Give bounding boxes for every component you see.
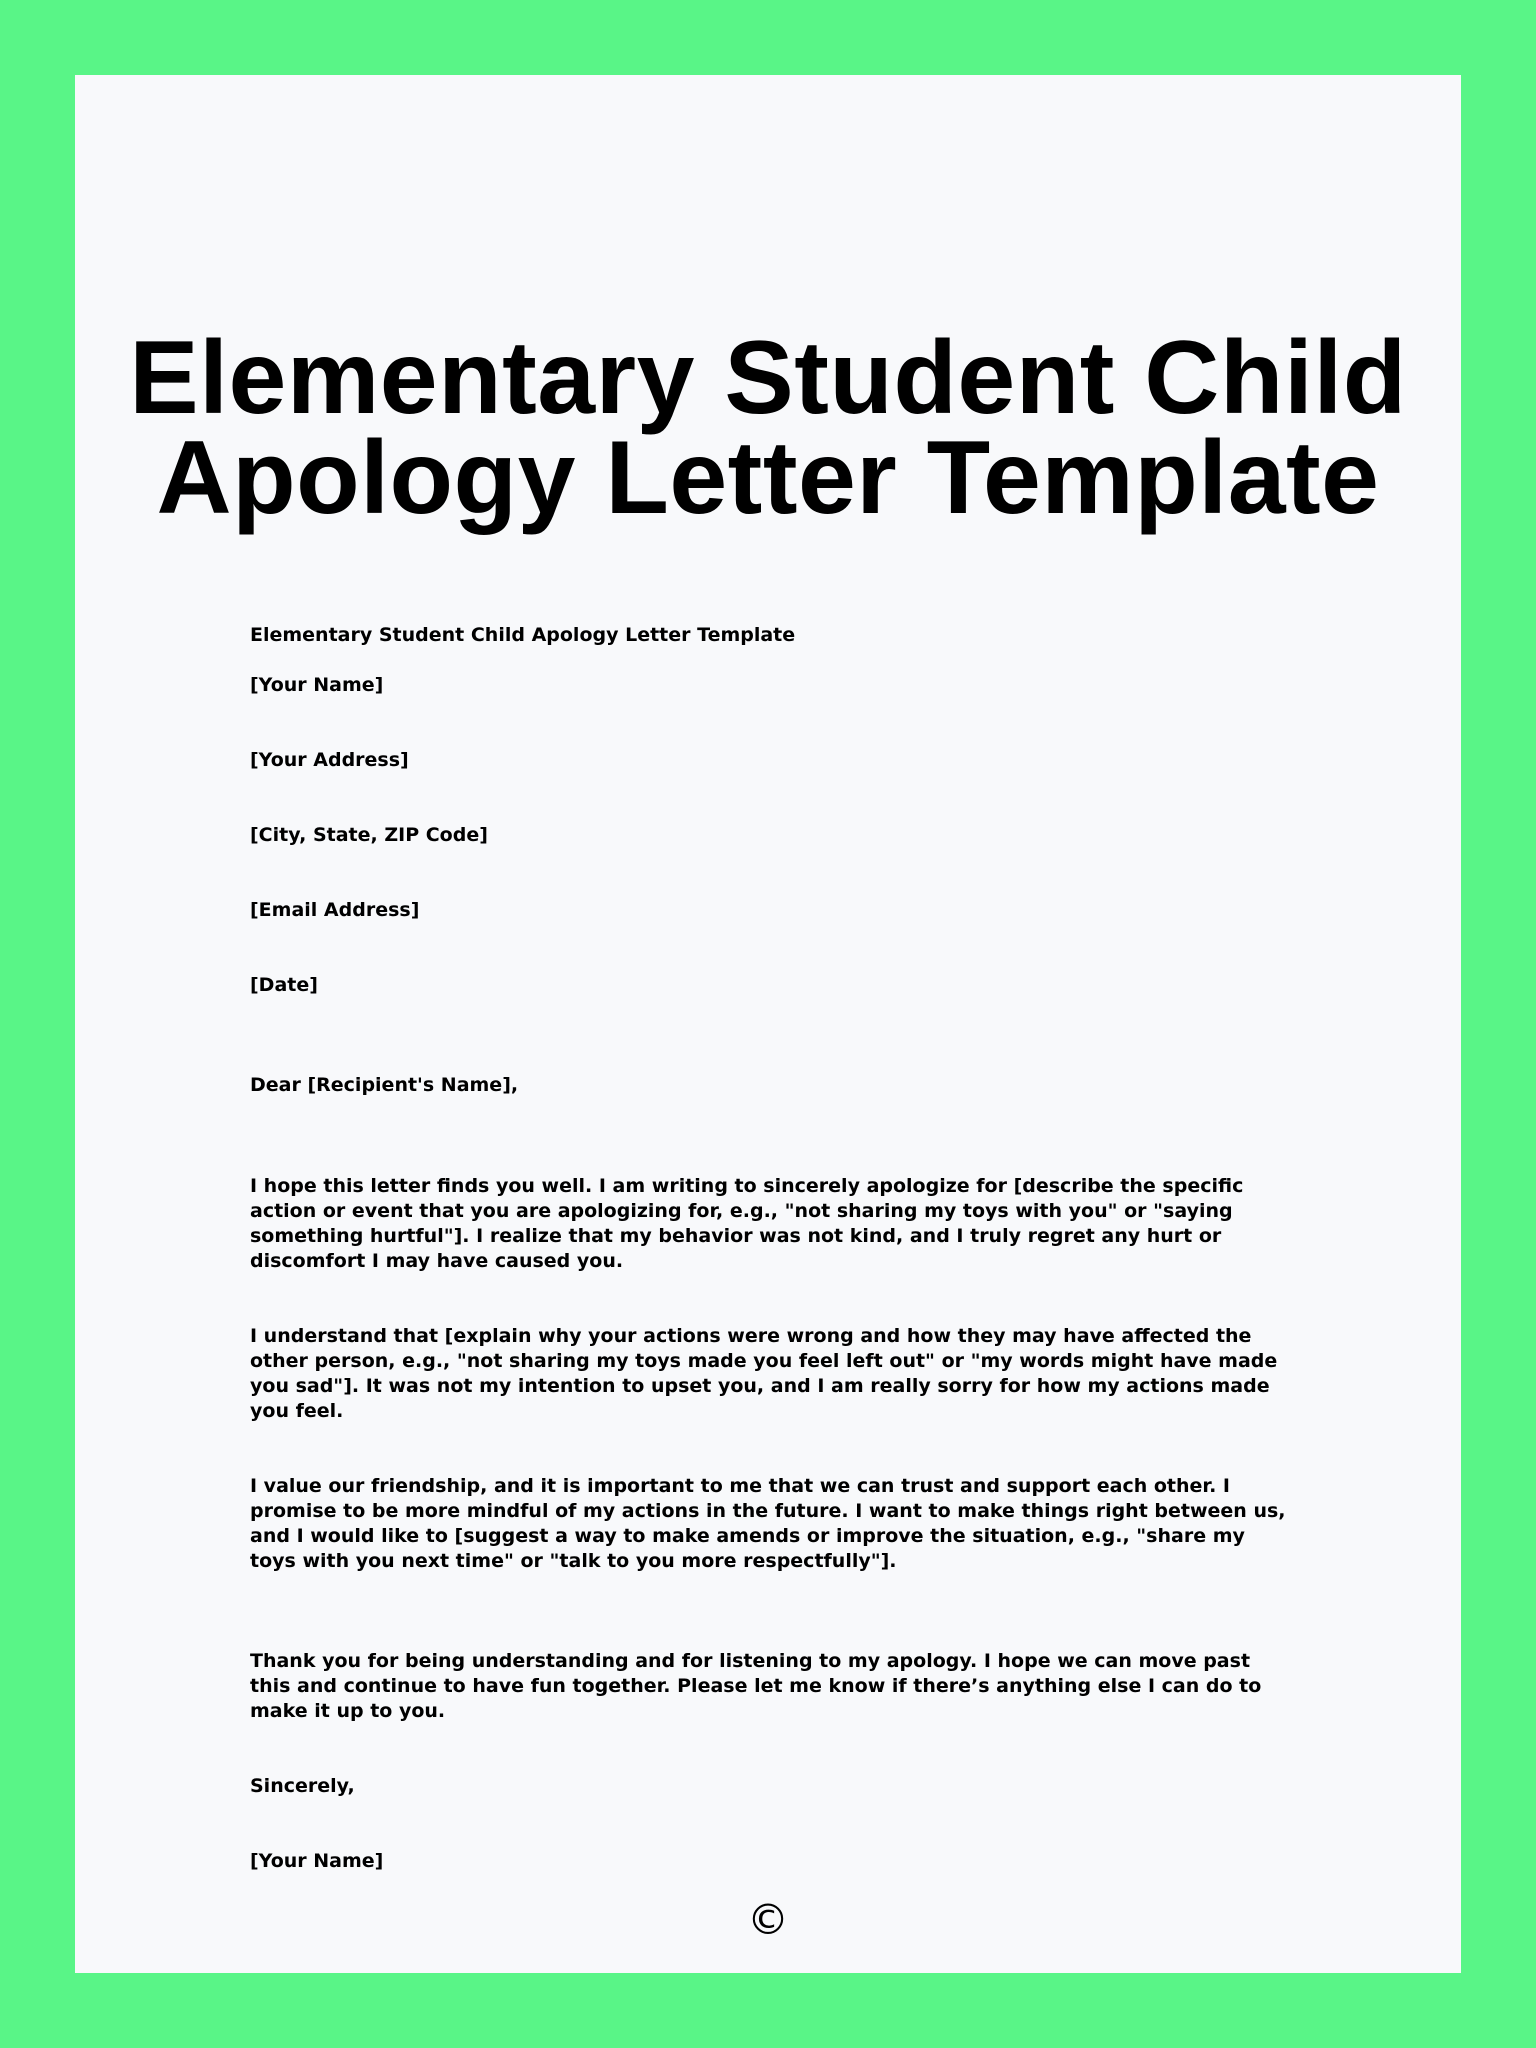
salutation: Dear [Recipient's Name], [250,1074,519,1096]
paragraph-apology: I hope this letter finds you well. I am writing to sincerely apologize for [describe the specific action or event that you are apologizing for, e.g., "not sharing my toys with you" or "saying something hurtful"]. I realize that my behavior was not kind, and I truly regret any hurt or discomfort I may have caused you. [250,1175,1244,1272]
sender-city-state-zip: [City, State, ZIP Code] [250,824,488,846]
page-title-line-1: Elementary Student Child [129,320,1407,436]
signature-name: [Your Name] [250,1850,384,1872]
letter-heading: Elementary Student Child Apology Letter Template [250,624,796,646]
page-title [75,320,1461,536]
paragraph-friendship: I value our friendship, and it is important to me that we can trust and support each other. I promise to be more mindful of my actions in the future. I want to make things right between us, and I would like to [suggest a way to make amends or improve the situation, e.g., "share my toys with you next time" or "talk to you more respectfully"]. [250,1475,1286,1572]
sender-name: [Your Name] [250,674,384,696]
page-title-line-2: Apology Letter Template [156,420,1380,536]
sender-address: [Your Address] [250,749,409,771]
document-page [75,75,1461,1973]
paragraph-understanding: I understand that [explain why your actions were wrong and how they may have affected the other person, e.g., "not sharing my toys made you feel left out" or "my words might have made you sad"]. It was not my intention to upset you, and I am really sorry for how my actions made you feel. [250,1325,1278,1422]
closing: Sincerely, [250,1775,355,1797]
paragraph-thanks: Thank you for being understanding and for listening to my apology. I hope we can move past this and continue to have fun together. Please let me know if there’s anything else I can do to make it up to you. [250,1650,1262,1722]
copyright-icon: © [747,1895,789,1944]
sender-email: [Email Address] [250,899,420,921]
letter-date: [Date] [250,974,318,996]
